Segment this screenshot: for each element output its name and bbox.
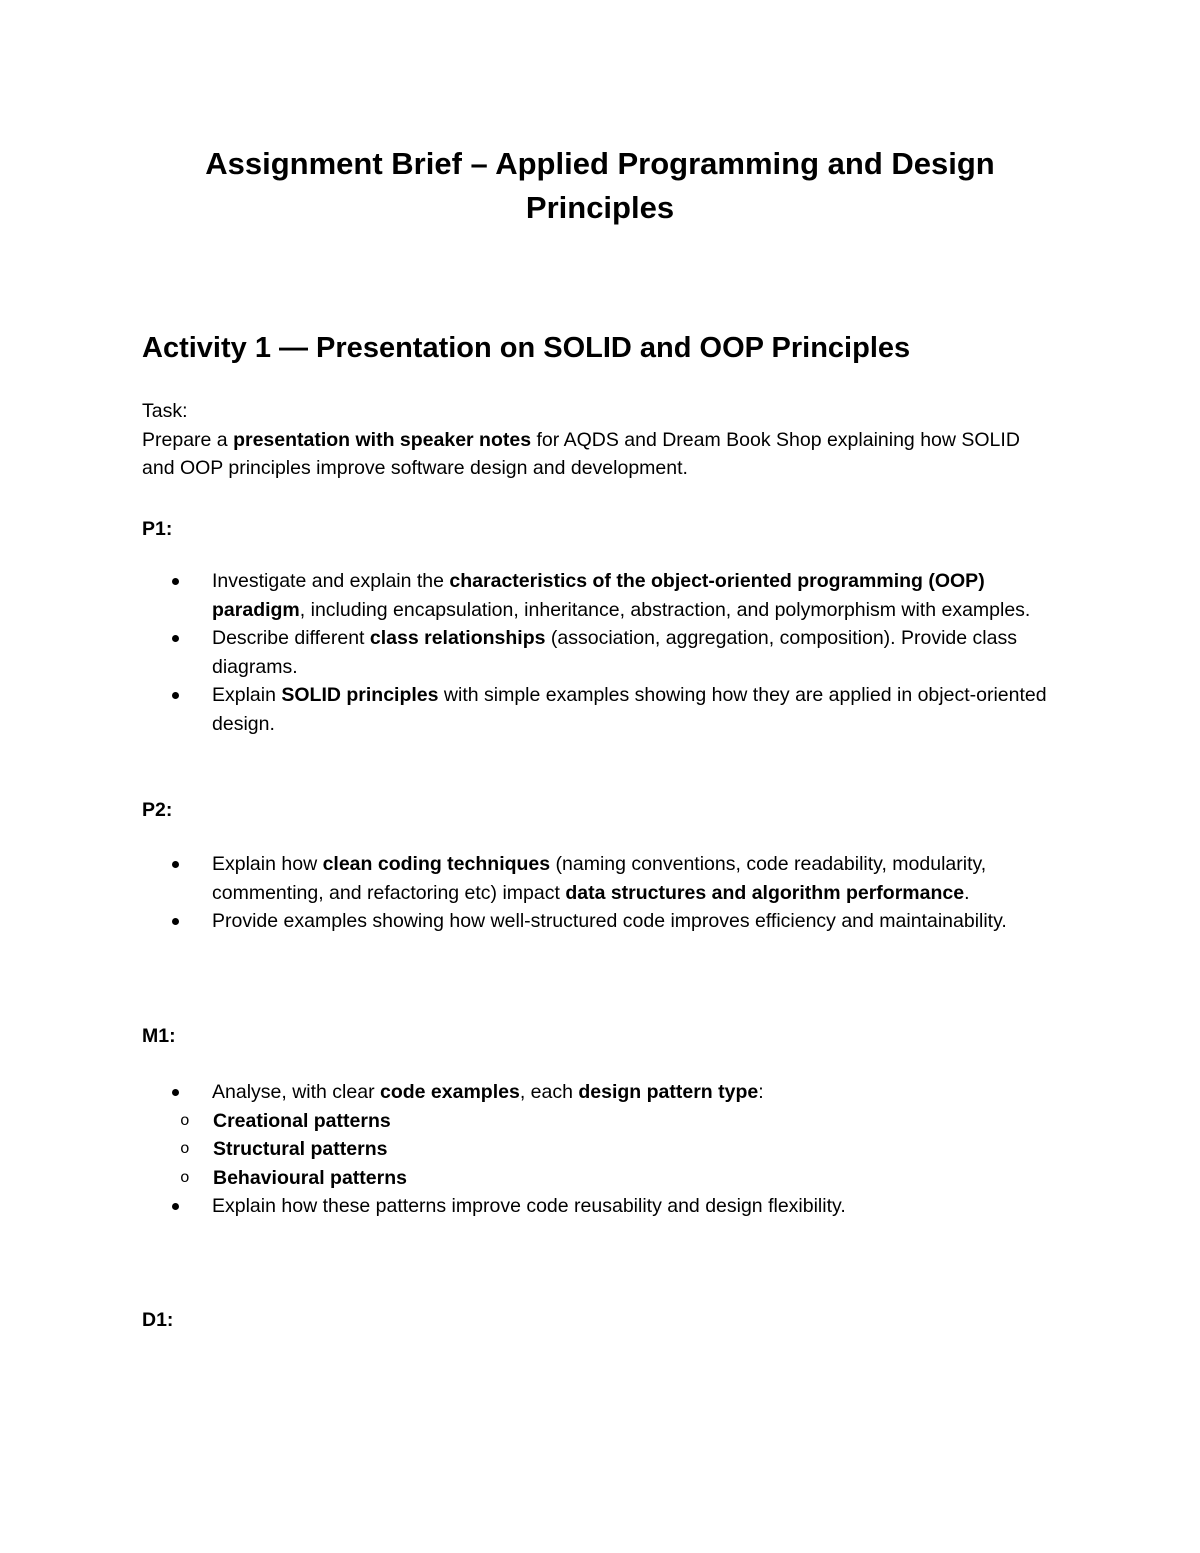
p1-label: P1: <box>142 518 173 540</box>
task-text-part: for AQDS and Dream Book Shop explaining how SOLID and OOP principles improve software design and development. <box>142 428 1020 479</box>
bold-text: design pattern type <box>578 1081 759 1103</box>
bullet-icon <box>172 918 179 925</box>
text: Explain <box>212 684 282 706</box>
bullet-icon <box>172 635 179 642</box>
text: Explain how these patterns improve code reusability and design flexibility. <box>212 1195 846 1217</box>
text: Provide examples showing how well-structured code improves efficiency and maintainability. <box>212 910 1007 932</box>
bullet-icon <box>172 1089 179 1096</box>
bullet-icon <box>172 692 179 699</box>
bold-text: class relationships <box>369 627 546 649</box>
text: . <box>964 881 970 904</box>
text: Creational patterns <box>213 1109 391 1132</box>
pattern-sublist <box>142 1107 1052 1193</box>
text: Behavioural patterns <box>213 1166 407 1189</box>
d1-label: D1: <box>142 1309 174 1331</box>
circle-bullet-icon: o <box>180 1168 190 1187</box>
list-item <box>142 624 1052 681</box>
bold-text: code examples <box>380 1081 520 1103</box>
bullet-icon <box>172 1203 179 1210</box>
task-block <box>142 397 1052 483</box>
list-item <box>142 1107 1052 1136</box>
bold-text: data structures and algorithm performance <box>565 881 965 904</box>
text: Investigate and explain the <box>212 570 450 592</box>
list-item <box>142 681 1052 738</box>
p1-list <box>142 567 1052 738</box>
text: Describe different <box>212 627 370 649</box>
text: Structural patterns <box>213 1138 388 1160</box>
list-item <box>142 907 1052 936</box>
bold-text: clean coding techniques <box>322 853 551 875</box>
task-text <box>142 426 1052 483</box>
m1-label: M1: <box>142 1025 176 1047</box>
list-item <box>142 1192 1052 1221</box>
task-label: Task: <box>142 400 188 422</box>
m1-list <box>142 1078 1052 1221</box>
text: Analyse, with clear <box>212 1081 380 1103</box>
bullet-icon <box>172 578 179 585</box>
list-item <box>142 1078 1052 1192</box>
list-item <box>142 567 1052 624</box>
text: Explain how <box>212 853 323 875</box>
circle-bullet-icon: o <box>180 1140 190 1158</box>
text: , each <box>519 1081 579 1103</box>
bullet-icon <box>172 861 179 868</box>
task-text-bold: presentation with speaker notes <box>233 428 532 451</box>
activity-heading: Activity 1 — Presentation on SOLID and OOP Principles <box>142 332 911 364</box>
list-item <box>142 850 1052 907</box>
p2-label: P2: <box>142 799 173 821</box>
p2-list <box>142 850 1052 936</box>
bold-text: characteristics of the object-oriented programming (OOP) paradigm <box>212 570 985 621</box>
page-title: Assignment Brief – Applied Programming and Design Principles <box>205 146 995 225</box>
circle-bullet-icon: o <box>180 1111 190 1130</box>
bold-text: SOLID principles <box>281 684 439 706</box>
text: (association, aggregation, composition). Provide class diagrams. <box>212 627 1017 678</box>
list-item <box>142 1164 1052 1193</box>
text: : <box>758 1081 764 1103</box>
text: , including encapsulation, inheritance, abstraction, and polymorphism with examples. <box>299 598 1031 621</box>
text: with simple examples showing how they are applied in object-oriented design. <box>212 684 1047 735</box>
list-item <box>142 1135 1052 1164</box>
text: (naming conventions, code readability, modularity, commenting, and refactoring etc) impact <box>212 853 987 904</box>
task-text-part: Prepare a <box>142 428 234 451</box>
